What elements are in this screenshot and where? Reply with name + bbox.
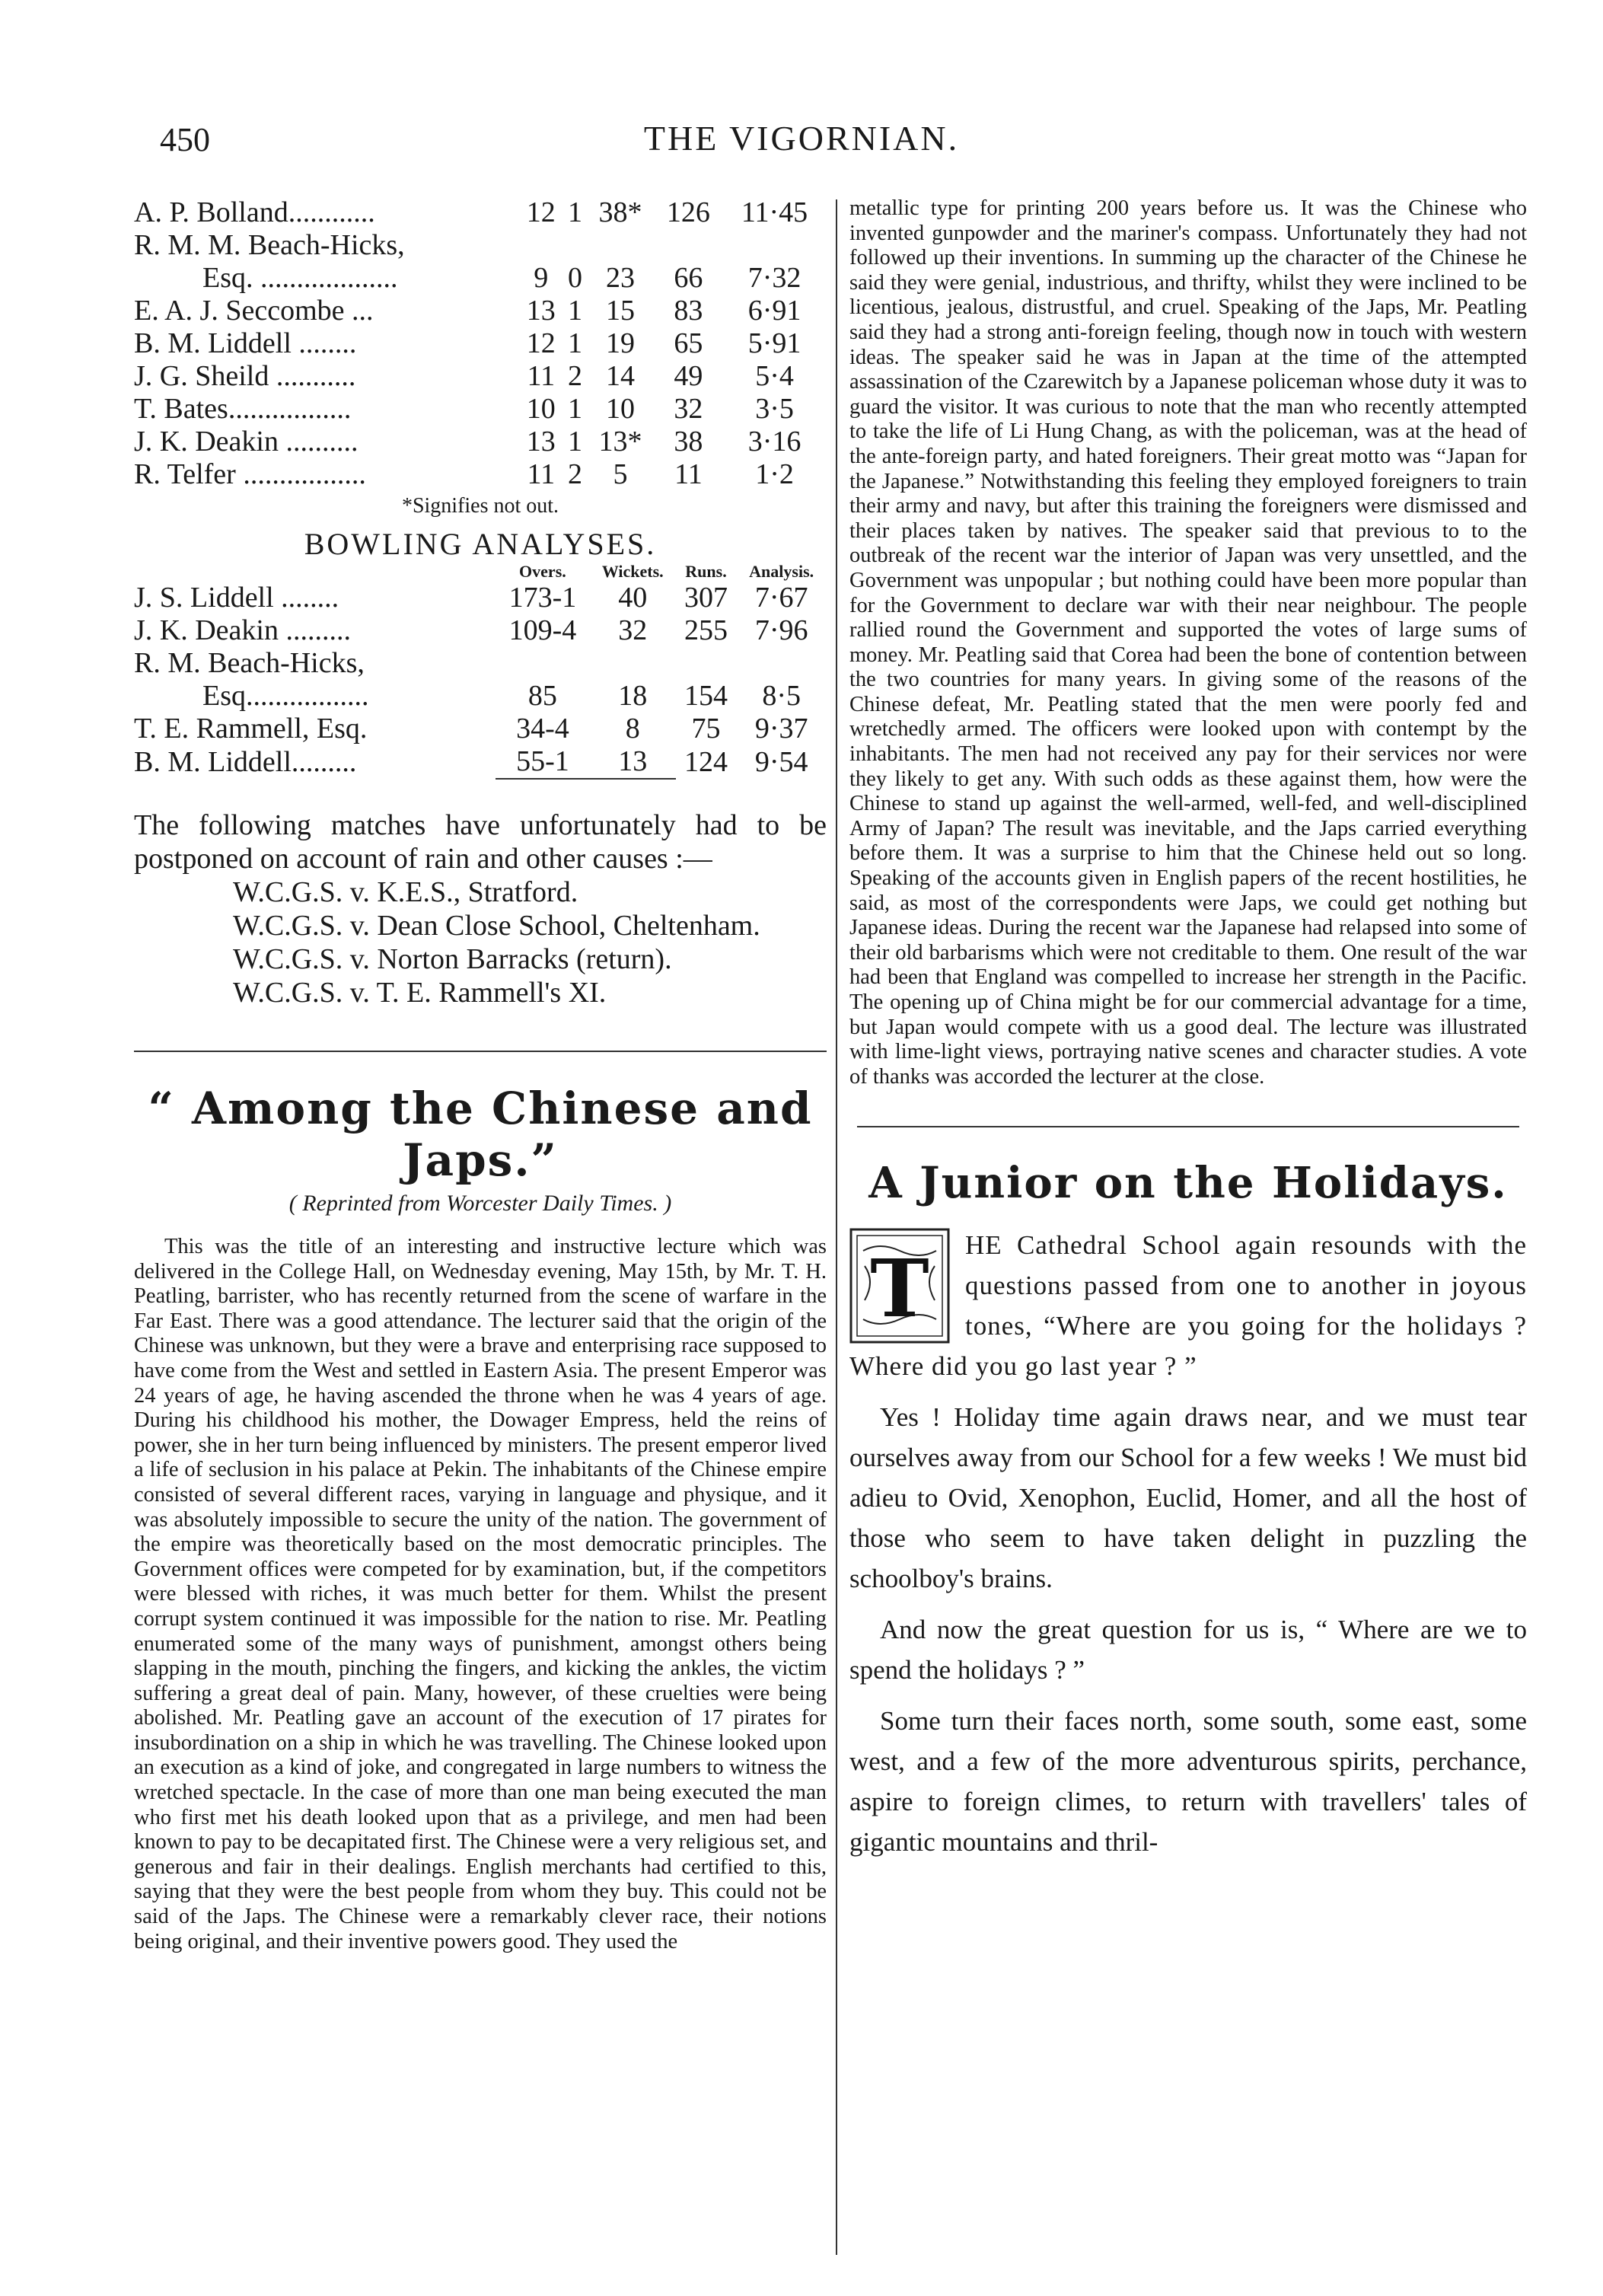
left-column [134,196,827,1954]
batting-figure [586,229,654,262]
bowling-figure [736,647,827,680]
batting-figure: 5·4 [755,360,794,392]
batsman-name: A. P. Bolland............ [134,196,375,228]
batting-row [134,360,827,393]
bowling-figure: 55-1 [516,745,569,777]
reprinted-note: ( Reprinted from Worcester Daily Times. ) [288,1191,672,1216]
bowling-figure: 9·54 [754,746,808,778]
batsman-name: R. M. M. Beach-Hicks, [134,229,405,261]
batting-row [134,295,827,327]
batting-figure: 32 [674,393,703,425]
bowling-figure: 255 [684,614,728,646]
batting-row [134,327,827,360]
postponed-intro: The following matches have unfortunately had to be postponed on account of rain and other causes :— [134,809,827,875]
bowling-analyses-table [134,562,827,783]
bowling-figure: 109-4 [508,614,577,646]
batting-row [134,458,827,491]
fixture-item: W.C.G.S. v. Dean Close School, Cheltenham. [233,910,760,942]
batting-row [134,229,827,262]
batting-figure: 1 [567,426,582,458]
batting-row [134,393,827,426]
col-runs: Runs. [685,562,727,581]
bowler-name: T. E. Rammell, Esq. [134,713,368,745]
bowling-header-row [134,562,827,582]
batting-figure: 65 [674,327,703,359]
bowling-figure: 173-1 [508,582,577,614]
fixture-item: W.C.G.S. v. Norton Barracks (return). [233,943,672,975]
not-out-note: *Signifies not out. [401,494,559,518]
batting-figure: 0 [567,262,582,294]
bowling-figure: 7·96 [754,614,808,646]
col-wickets: Wickets. [601,562,664,581]
right-column [849,196,1527,1862]
batting-figure: 126 [666,196,710,228]
batting-figure: 9 [534,262,549,294]
section-divider [857,1126,1519,1127]
batsman-name: T. Bates................. [134,393,352,425]
batting-figure: 23 [606,262,636,294]
junior-paragraph: Some turn their faces north, some south, some east, some west, and a few of the more adventurous spirits, perchance, aspire to foreign climes, to return with travellers' tales of gigantic mountains and thril- [849,1706,1527,1858]
bowling-row [134,713,827,745]
bowling-figure: 8·5 [762,680,801,712]
batting-figure: 38* [598,196,642,228]
batsman-name: E. A. J. Seccombe ... [134,295,374,327]
batting-figure: 1 [567,393,582,425]
bowling-figure: 34-4 [516,713,569,745]
bowling-figure: 8 [625,713,640,745]
bowling-row [134,680,827,713]
batting-figure: 10 [606,393,636,425]
batting-figure: 1 [567,327,582,359]
junior-paragraph: Yes ! Holiday time again draws near, and we must tear ourselves away from our School for a few weeks ! We must bid adieu to Ovid, Xenophon, Euclid, Homer, and all the host of those who seem to have taken delight in puzzling the schoolboy's brains. [849,1402,1527,1594]
section-divider [134,1051,827,1052]
batting-row [134,196,827,229]
batting-figure: 38 [674,426,703,458]
drop-cap-letter: T [870,1242,929,1336]
bowler-name: B. M. Liddell......... [134,746,357,778]
bowling-figure: 307 [684,582,728,614]
batting-figure: 2 [567,360,582,392]
batsman-name: B. M. Liddell ........ [134,327,357,359]
batting-figure [564,229,587,262]
batting-figure: 12 [526,327,556,359]
batting-figure: 7·32 [747,262,802,294]
batting-figure [722,229,827,262]
batsman-name: J. G. Sheild ........... [134,360,356,392]
bowling-figure: 75 [691,713,721,745]
batting-figure [518,229,564,262]
junior-first-paragraph [849,1225,1527,1386]
batting-figure: 13 [526,426,556,458]
running-title: THE VIGORNIAN. [643,119,960,158]
bowling-row [134,647,827,680]
batsman-name: R. Telfer ................. [134,458,366,490]
batsman-name: J. K. Deakin .......... [134,426,359,458]
junior-title: A Junior on the Holidays. [868,1158,1508,1209]
article-body-right: metallic type for printing 200 years before us. It was the Chinese who invented gunpowder and the mariner's compass. Unfortunately they had not followed up their inventions. In summing up the character of the Chinese he said they were genial, industrious, and thrifty, whilst they were inclined to be licentious, jealous, distrustful, and cruel. Speaking of the Japs, Mr. Peatling said they had a strong anti-foreign feeling, though now in touch with western ideas. The speaker said he was in Japan at the time of the attempted assassination of the Czarewitch by a Japanese policeman whose duty it was to guard the visitor. It was curious to note that the man who recently attempted to take the life of Li Hung Chang, as with the policeman, was at the head of the ante-foreign party, and hated foreigners. Their great motto was “Japan for the Japanese.” Notwithstanding this feeling they employed foreigners to train their army and navy, but after this training the foreigners were dismissed and their places taken by natives. The speaker said that previous to to the outbreak of the recent war the interior of Japan was very unsettled, and the Government was unpopular ; but nothing could have been more popular than for the Government to declare war with their near neighbour. The people rallied round the Government and supported the votes of large sums of money. Mr. Peatling said that Corea had been the bone of contention between the two countries for many years. In giving some of the reasons of the Chinese defeat, Mr. Peatling stated that the men were poorly fed and wretchedly armed. The officers were looked upon with contempt by the inhabitants. The men had not received any pay for their services nor were they likely to get any. With such odds as these against them, how were the Chinese to stand up against the well-armed, well-fed, and well-disciplined Army of Japan? The result was inevitable, and the Japs carried everything before them. It was a surprise to him that the Chinese held out so long. Speaking of the accounts given in English papers of the recent hostilities, he said, as most of the correspondents were Japs, we could get nothing but Japanese ideas. During the recent war the Japanese had relapsed into some of their old barbarisms which were not creditable to them. One result of the war had been that England was compelled to increase her strength in the Pacific. The opening up of China might be for our commercial advantage for a time, but Japan would compete with us a good deal. The lecture was illustrated with lime-light views, portraying native scenes and character studies. A vote of thanks was accorded the lecturer at the close. [849,196,1527,1089]
batting-figure: 83 [674,295,703,327]
batting-figure: 6·91 [747,295,802,327]
batting-row [134,262,827,295]
fixture-item: W.C.G.S. v. K.E.S., Stratford. [233,876,578,908]
col-analysis: Analysis. [749,562,814,581]
batting-figure [655,229,722,262]
article-title: “ Among the Chinese and Japs.” [148,1083,813,1186]
batting-figure: 1 [567,295,582,327]
batting-figure: 10 [526,393,556,425]
bowling-figure: 9·37 [754,713,808,745]
batting-figure: 3·5 [755,393,794,425]
batting-figure: 2 [567,458,582,490]
article-body-left: This was the title of an interesting and instructive lecture which was delivered in the College Hall, on Wednesday evening, May 15th, by Mr. T. H. Peatling, barrister, who has recently returned from the scene of warfare in the Far East. There was a good attendance. The lecturer said that the origin of the Chinese was unknown, but they were a brave and enterprising race supposed to have come from the West and settled in Eastern Asia. The present Emperor was 24 years of age, he having ascended the throne when he was 4 years of age. During his childhood his mother, the Dowager Empress, held the reins of power, she in her turn being influenced by ministers. The present emperor lived a life of seclusion in his palace at Pekin. The inhabitants of the Chinese empire consisted of several different races, varying in language and physique, and it was absolutely impossible to secure the unity of the nation. The government of the empire was theoretically based on the most democratic principles. The Government offices were competed for by examination, but, if the competitors were blessed with riches, it was much better for them. Whilst the present corrupt system continued it was impossible for the nation to rise. Mr. Peatling enumerated some of the many ways of punishment, amongst others being slapping in the mouth, pinching the fingers, and kicking the ankles, the victim suffering a great deal of pain. Many, however, of these cruelties were being abolished. Mr. Peatling gave an account of the execution of 17 pirates for insubordination on a ship in which he was travelling. The Chinese looked upon an execution as a kind of joke, and congregated in large numbers to witness the wretched spectacle. In the case of more than one man being executed the man who first met his death looked upon that as a privilege, and men had been known to pay to be decapitated first. The Chinese were a very religious set, and generous and fair in their dealings. English merchants had certified to this, saying that they were the best people from whom they buy. This could not be said of the Japs. The Chinese were a remarkably clever race, their notions being original, and their inventive powers good. They used the [134,1235,827,1953]
page-number: 450 [160,121,210,158]
junior-paragraph: And now the great question for us is, “ Where are we to spend the holidays ? ” [849,1615,1527,1685]
bowling-figure: 85 [527,680,557,712]
bowling-figure [496,647,590,680]
batting-figure: 11 [527,458,556,490]
batting-figure: 5·91 [747,327,802,359]
batting-figure: 12 [526,196,556,228]
batting-averages-table [134,196,827,491]
batting-figure: 5 [613,458,628,490]
batting-figure: 11·45 [741,196,808,228]
fixture-item: W.C.G.S. v. T. E. Rammell's XI. [233,977,607,1009]
col-overs: Overs. [519,562,566,581]
junior-first-text: HE Cathedral School again resounds with the questions passed from one to another in joyous tones, “Where are you going for the holidays ? Where did you go last year ? ” [849,1230,1527,1382]
bowler-name: J. S. Liddell ........ [134,582,339,614]
batting-figure: 49 [674,360,703,392]
batting-figure: 13* [598,426,642,458]
column-rule [836,199,837,2255]
bowling-row [134,614,827,647]
bowling-row [134,582,827,614]
batting-figure: 11 [674,458,703,490]
batting-figure: 3·16 [747,426,802,458]
batting-figure: 66 [674,262,703,294]
ornamental-drop-cap [849,1228,950,1344]
bowling-figure [676,647,737,680]
batting-figure: 1·2 [755,458,794,490]
bowler-name: Esq................. [202,680,369,712]
batting-row [134,426,827,458]
postponed-fixtures [134,875,827,1009]
batting-figure: 11 [527,360,556,392]
bowling-figure: 18 [618,680,648,712]
batting-figure: 15 [606,295,636,327]
batting-figure: 19 [606,327,636,359]
batsman-name: Esq. ................... [202,262,398,294]
batting-figure: 13 [526,295,556,327]
batting-figure: 14 [606,360,636,392]
bowling-figure: 40 [618,582,648,614]
bowling-figure [590,647,676,680]
bowler-name: R. M. Beach-Hicks, [134,647,365,679]
batting-figure: 1 [567,196,582,228]
bowling-figure: 32 [618,614,648,646]
bowling-figure: 154 [684,680,728,712]
bowling-figure: 124 [684,746,728,778]
bowling-figure: 13 [618,745,648,777]
bowling-figure: 7·67 [754,582,808,614]
bowling-sum-rule [134,779,827,783]
bowling-heading: BOWLING ANALYSES. [304,527,657,561]
bowling-row [134,745,827,779]
bowler-name: J. K. Deakin ......... [134,614,351,646]
